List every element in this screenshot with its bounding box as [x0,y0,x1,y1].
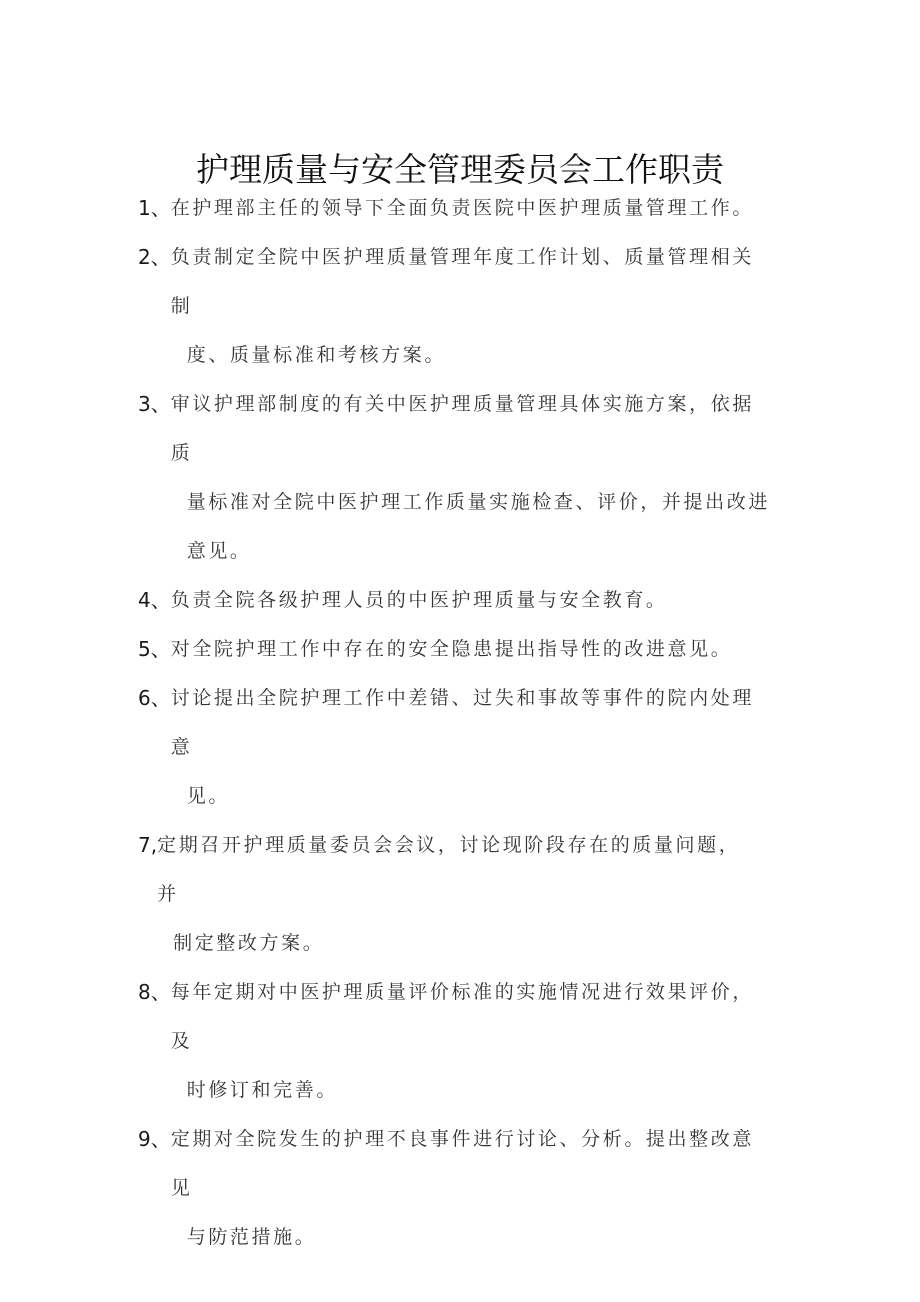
item-text-continuation: 见。 [186,785,230,807]
item-number: 8、 [138,980,171,1004]
item-text-line: 负责制定全院中医护理质量管理年度工作计划、质量管理相关制 [170,246,754,317]
item-number: 7, [138,833,158,857]
list-item [138,233,788,380]
item-text-line: 对全院护理工作中存在的安全隐患提出指导性的改进意见。 [170,638,733,660]
item-number: 3、 [138,392,171,416]
item-number: 5、 [138,637,171,661]
item-text-continuation: 时修订和完善。 [186,1079,338,1101]
item-text-continuation: 量标准对全院中医护理工作质量实施检查、评价，并提出改进 [186,491,770,513]
list-item [138,625,788,674]
list-item [138,821,788,968]
item-text-continuation: 与防范措施。 [186,1226,317,1248]
item-number: 9、 [138,1127,171,1151]
item-number: 6、 [138,686,171,710]
item-text-continuation: 意见。 [186,540,252,562]
list-item [138,576,788,625]
page-title: 护理质量与安全管理委员会工作职责 [196,150,724,190]
item-text-line: 讨论提出全院护理工作中差错、过失和事故等事件的院内处理意 [170,687,754,758]
item-text [157,821,759,968]
item-text-continuation: 度、质量标准和考核方案。 [186,344,446,366]
list-item [138,674,788,821]
item-number: 1、 [138,196,171,220]
item-text-line: 审议护理部制度的有关中医护理质量管理具体实施方案，依据质 [170,393,754,464]
item-text-line: 在护理部主任的领导下全面负责医院中医护理质量管理工作。 [170,197,754,219]
item-text-line: 每年定期对中医护理质量评价标准的实施情况进行效果评价，及 [170,981,754,1052]
list-item [138,1115,788,1262]
item-text [171,380,773,576]
list-item [138,380,788,576]
duty-list [138,184,788,1262]
item-text [171,576,773,625]
item-text [171,625,773,674]
item-text-line: 定期召开护理质量委员会会议，讨论现阶段存在的质量问题，并 [157,834,741,905]
item-text [171,184,773,233]
item-text [171,674,773,821]
item-text-line: 负责全院各级护理人员的中医护理质量与安全教育。 [170,589,668,611]
item-text-line: 定期对全院发生的护理不良事件进行讨论、分析。提出整改意见 [170,1128,754,1199]
list-item [138,968,788,1115]
item-text-continuation: 制定整改方案。 [173,932,325,954]
item-number: 2、 [138,245,171,269]
item-number: 4、 [138,588,171,612]
item-text [171,1115,773,1262]
item-text [171,233,773,380]
list-item [138,184,788,233]
item-text [171,968,773,1115]
